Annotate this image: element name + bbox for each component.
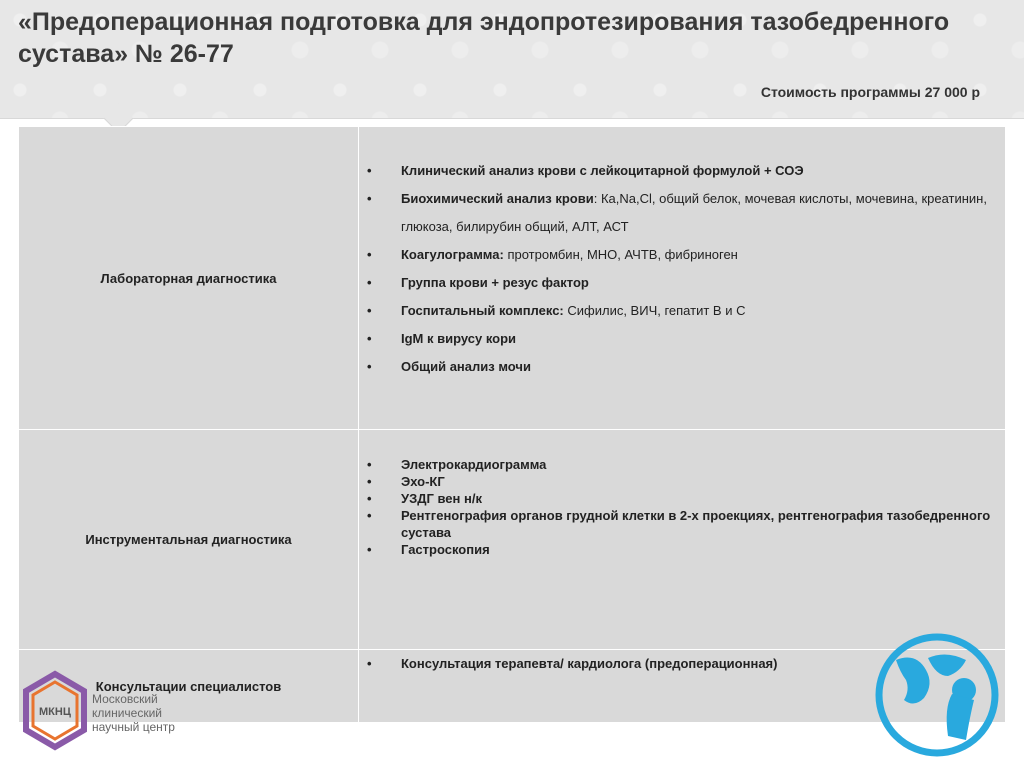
list-item: • Гастроскопия	[359, 541, 1005, 558]
list-item: • Рентгенография органов грудной клетки в 2-х проекциях, рентгенография тазобедренного сустава	[359, 507, 1005, 541]
mknc-logo	[20, 670, 200, 755]
items-cell	[359, 430, 1006, 650]
logo-line: Московский	[92, 692, 158, 706]
list-item: • Коагулограмма: протромбин, МНО, АЧТВ, фибриноген	[359, 241, 1005, 269]
logo-abbreviation: МКНЦ	[39, 706, 71, 718]
logo-text	[92, 692, 175, 734]
program-table	[18, 126, 1006, 723]
table-row	[19, 127, 1006, 430]
category-cell: Инструментальная диагностика	[19, 430, 359, 650]
page-title: «Предоперационная подготовка для эндопротезирования тазобедренного сустава» № 26-77	[18, 8, 950, 68]
list-item: • УЗДГ вен н/к	[359, 490, 1005, 507]
list-item: • Консультация терапевта/ кардиолога (предоперационная)	[359, 655, 1005, 672]
items-cell	[359, 127, 1006, 430]
category-cell: Лабораторная диагностика	[19, 127, 359, 430]
program-price: Стоимость программы 27 000 р	[760, 84, 980, 100]
list-item: • Эхо-КГ	[359, 473, 1005, 490]
logo-line: клинический	[92, 706, 163, 720]
list-item: • Электрокардиограмма	[359, 456, 1005, 473]
items-list	[359, 157, 1005, 381]
list-item: • Госпитальный комплекс: Сифилис, ВИЧ, гепатит В и С	[359, 297, 1005, 325]
table-row	[19, 430, 1006, 650]
list-item: • Клинический анализ крови с лейкоцитарной формулой + СОЭ	[359, 157, 1005, 185]
header-banner	[0, 0, 1024, 119]
items-list	[359, 456, 1005, 558]
category-cell: Консультации специалистов	[19, 650, 359, 723]
list-item: • Биохимический анализ крови: Ка,Na,Cl, общий белок, мочевая кислоты, мочевина, креатинин, глюкоза, билирубин общий, АЛТ, АСТ	[359, 185, 1005, 241]
list-item: • IgM к вирусу кори	[359, 325, 1005, 353]
list-item: • Группа крови + резус фактор	[359, 269, 1005, 297]
hip-joint-icon	[874, 632, 1000, 758]
logo-line: научный центр	[92, 720, 175, 734]
list-item: • Общий анализ мочи	[359, 353, 1005, 381]
